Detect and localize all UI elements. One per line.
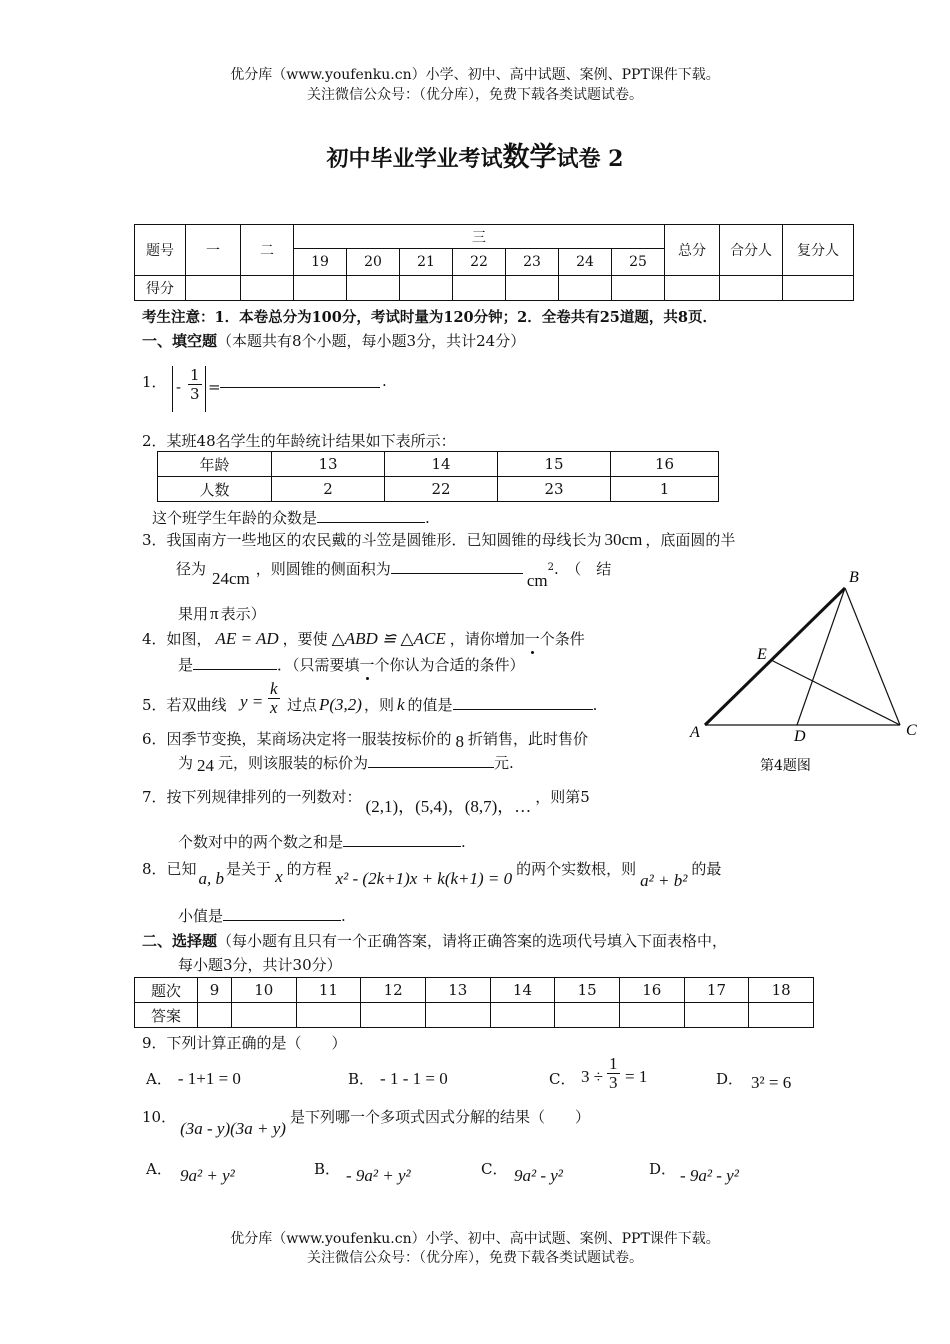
score-cell[interactable] <box>347 275 400 300</box>
score-cell[interactable] <box>241 275 294 300</box>
answer-table-header: 题次 <box>135 978 198 1003</box>
score-table-header-san: 三 <box>294 225 665 249</box>
score-cell[interactable] <box>294 275 347 300</box>
section1-heading: 一、填空题（本题共有8个小题，每小题3分，共计24分） <box>142 332 526 350</box>
age-table-cell: 1 <box>611 477 719 502</box>
side-bc <box>845 588 900 725</box>
q10-option-b-expr: - 9a² + y² <box>346 1166 411 1185</box>
q3-line3: 果用 π 表示） <box>178 604 266 623</box>
answer-table-num: 11 <box>296 978 361 1003</box>
footer-line-1: 优分库（www.youfenku.cn）小学、初中、高中试题、案例、PPT课件下载。 <box>230 1231 720 1247</box>
answer-table-num: 16 <box>619 978 684 1003</box>
q6-answer-blank[interactable] <box>368 752 494 768</box>
age-table-cell: 年龄 <box>158 452 272 477</box>
q10-option-a-expr: 9a² + y² <box>180 1166 235 1185</box>
score-table-header-tihao: 题号 <box>135 225 186 276</box>
q1-fraction: $\frac{1}{3}$ <box>190 366 200 403</box>
score-cell[interactable] <box>506 275 559 300</box>
section2-desc2: 每小题3分，共计30分） <box>178 956 342 974</box>
q3-line1: 3．我国南方一些地区的农民戴的斗笠是圆锥形．已知圆锥的母线长为 30cm ，底面圆的半 <box>142 530 736 549</box>
age-table-cell: 16 <box>611 452 719 477</box>
q3-answer-blank[interactable] <box>391 558 523 574</box>
score-cell[interactable] <box>665 275 720 300</box>
age-table-cell: 22 <box>385 477 498 502</box>
answer-table-daan: 答案 <box>135 1003 198 1028</box>
answer-table-num: 14 <box>490 978 555 1003</box>
score-cell[interactable] <box>612 275 665 300</box>
q5-fraction: $\frac{k}{x}$ <box>270 679 278 717</box>
score-table-num: 21 <box>400 249 453 275</box>
age-table-cell: 人数 <box>158 477 272 502</box>
age-table-cell: 13 <box>272 452 385 477</box>
age-table-cell: 2 <box>272 477 385 502</box>
answer-cell[interactable] <box>425 1003 490 1028</box>
score-cell[interactable] <box>400 275 453 300</box>
age-table-cell: 23 <box>498 477 611 502</box>
header-line-1: 优分库（www.youfenku.cn）小学、初中、高中试题、案例、PPT课件下载。 <box>230 67 720 83</box>
answer-cell[interactable] <box>231 1003 296 1028</box>
q2-answer-blank[interactable] <box>317 507 425 523</box>
answer-table-num: 9 <box>198 978 232 1003</box>
q4-line1: 4．如图， AE = AD ，要使 △ABD ≌ △ACE ，请你增加一个条件 <box>142 629 585 648</box>
answer-table <box>134 977 814 1028</box>
answer-cell[interactable] <box>361 1003 426 1028</box>
score-table-header-zongfen: 总分 <box>665 225 720 276</box>
q9-option-b: B． - 1 - 1 = 0 <box>348 1069 448 1088</box>
header-line-2: 关注微信公众号：（优分库），免费下载各类试题试卷。 <box>307 87 643 103</box>
score-table-header-hefenren: 合分人 <box>720 225 783 276</box>
answer-table-num: 15 <box>555 978 620 1003</box>
q9-text: 9．下列计算正确的是（ ） <box>142 1034 347 1052</box>
segment-ce <box>771 660 900 725</box>
answer-table-num: 13 <box>425 978 490 1003</box>
label-b: B <box>849 569 859 586</box>
figure-caption: 第4题图 <box>760 758 811 774</box>
notice: 考生注意：1．本卷总分为100分，考试时量为120分钟；2．全卷共有25道题，共8页． <box>142 309 717 326</box>
answer-cell[interactable] <box>619 1003 684 1028</box>
q7-line2: 个数对中的两个数之和是 . <box>178 833 466 851</box>
score-table-header-yi: 一 <box>186 225 241 276</box>
page-title: 初中毕业学业考试数学试卷 2 <box>326 142 624 173</box>
score-table <box>134 224 854 301</box>
q7-line1: 7．按下列规律排列的一列数对： (2,1)，(5,4)，(8,7)，… ，则第5 <box>142 788 590 816</box>
answer-table-num: 10 <box>231 978 296 1003</box>
footer-line-2: 关注微信公众号：（优分库），免费下载各类试题试卷。 <box>307 1250 643 1266</box>
q10-option-b: B． <box>314 1160 341 1178</box>
score-table-num: 25 <box>612 249 665 275</box>
age-table <box>157 451 719 502</box>
q2-after: 这个班学生年龄的众数是 . <box>152 509 430 527</box>
answer-table-num: 17 <box>684 978 749 1003</box>
answer-cell[interactable] <box>296 1003 361 1028</box>
score-table-num: 23 <box>506 249 559 275</box>
q3-line2: 径为 24cm ，则圆锥的侧面积为$cm^2$. （ 结 <box>176 560 612 590</box>
q10-option-c-expr: 9a² - y² <box>514 1166 563 1185</box>
score-table-header-fufenren: 复分人 <box>783 225 854 276</box>
age-table-cell: 15 <box>498 452 611 477</box>
q9-option-a: A． - 1+1 = 0 <box>146 1069 241 1088</box>
q7-answer-blank[interactable] <box>343 831 461 847</box>
label-a: A <box>690 724 700 741</box>
age-table-cell: 14 <box>385 452 498 477</box>
score-table-num: 24 <box>559 249 612 275</box>
q4-line2: 是 ．（只需要填一个你认为合适的条件） <box>178 656 525 674</box>
score-cell[interactable] <box>453 275 506 300</box>
q8-line2: 小值是 . <box>178 907 346 925</box>
side-ab <box>705 588 845 725</box>
answer-cell[interactable] <box>749 1003 814 1028</box>
score-table-header-er: 二 <box>241 225 294 276</box>
score-cell[interactable] <box>783 275 854 300</box>
q6-line2: 为 24 元，则该服装的标价为 元. <box>178 754 514 775</box>
q8-line1: 8．已知 a, b 是关于 x 的方程 x² - (2k+1)x + k(k+1) = 0 的两个实数根，则a² + b²的最 <box>142 860 722 890</box>
score-table-num: 19 <box>294 249 347 275</box>
label-c: C <box>906 722 917 739</box>
q10-option-a: A． <box>146 1160 172 1178</box>
q5-answer-blank[interactable] <box>453 694 593 710</box>
triangle-figure <box>680 560 920 780</box>
answer-table-num: 12 <box>361 978 426 1003</box>
q10-line: 10．(3a - y)(3a + y)是下列哪一个多项式因式分解的结果（ ） <box>142 1108 590 1138</box>
answer-table-num: 18 <box>749 978 814 1003</box>
answer-cell[interactable] <box>684 1003 749 1028</box>
q1-answer-blank[interactable] <box>220 372 380 388</box>
q9-option-d: D． 3² = 6 <box>716 1070 792 1092</box>
q2-text: 2．某班48名学生的年龄统计结果如下表所示： <box>142 432 456 450</box>
answer-cell[interactable] <box>555 1003 620 1028</box>
answer-cell[interactable] <box>490 1003 555 1028</box>
q4-answer-blank[interactable] <box>193 654 277 670</box>
q8-answer-blank[interactable] <box>223 905 341 921</box>
answer-cell[interactable] <box>198 1003 232 1028</box>
q10-option-d-expr: - 9a² - y² <box>680 1166 739 1185</box>
segment-bd <box>797 588 845 725</box>
score-cell[interactable] <box>720 275 783 300</box>
score-cell[interactable] <box>186 275 241 300</box>
q10-option-c: C． <box>481 1160 508 1178</box>
q6-line1: 6．因季节变换，某商场决定将一服装按标价的 8 折销售，此时售价 <box>142 730 589 751</box>
label-e: E <box>757 646 767 663</box>
score-table-defen: 得分 <box>135 275 186 300</box>
score-table-num: 20 <box>347 249 400 275</box>
score-table-num: 22 <box>453 249 506 275</box>
section2-heading: 二、选择题（每小题有且只有一个正确答案，请将正确答案的选项代号填入下面表格中， <box>142 932 728 950</box>
label-d: D <box>794 728 806 745</box>
score-cell[interactable] <box>559 275 612 300</box>
q10-option-d: D． <box>649 1160 677 1178</box>
